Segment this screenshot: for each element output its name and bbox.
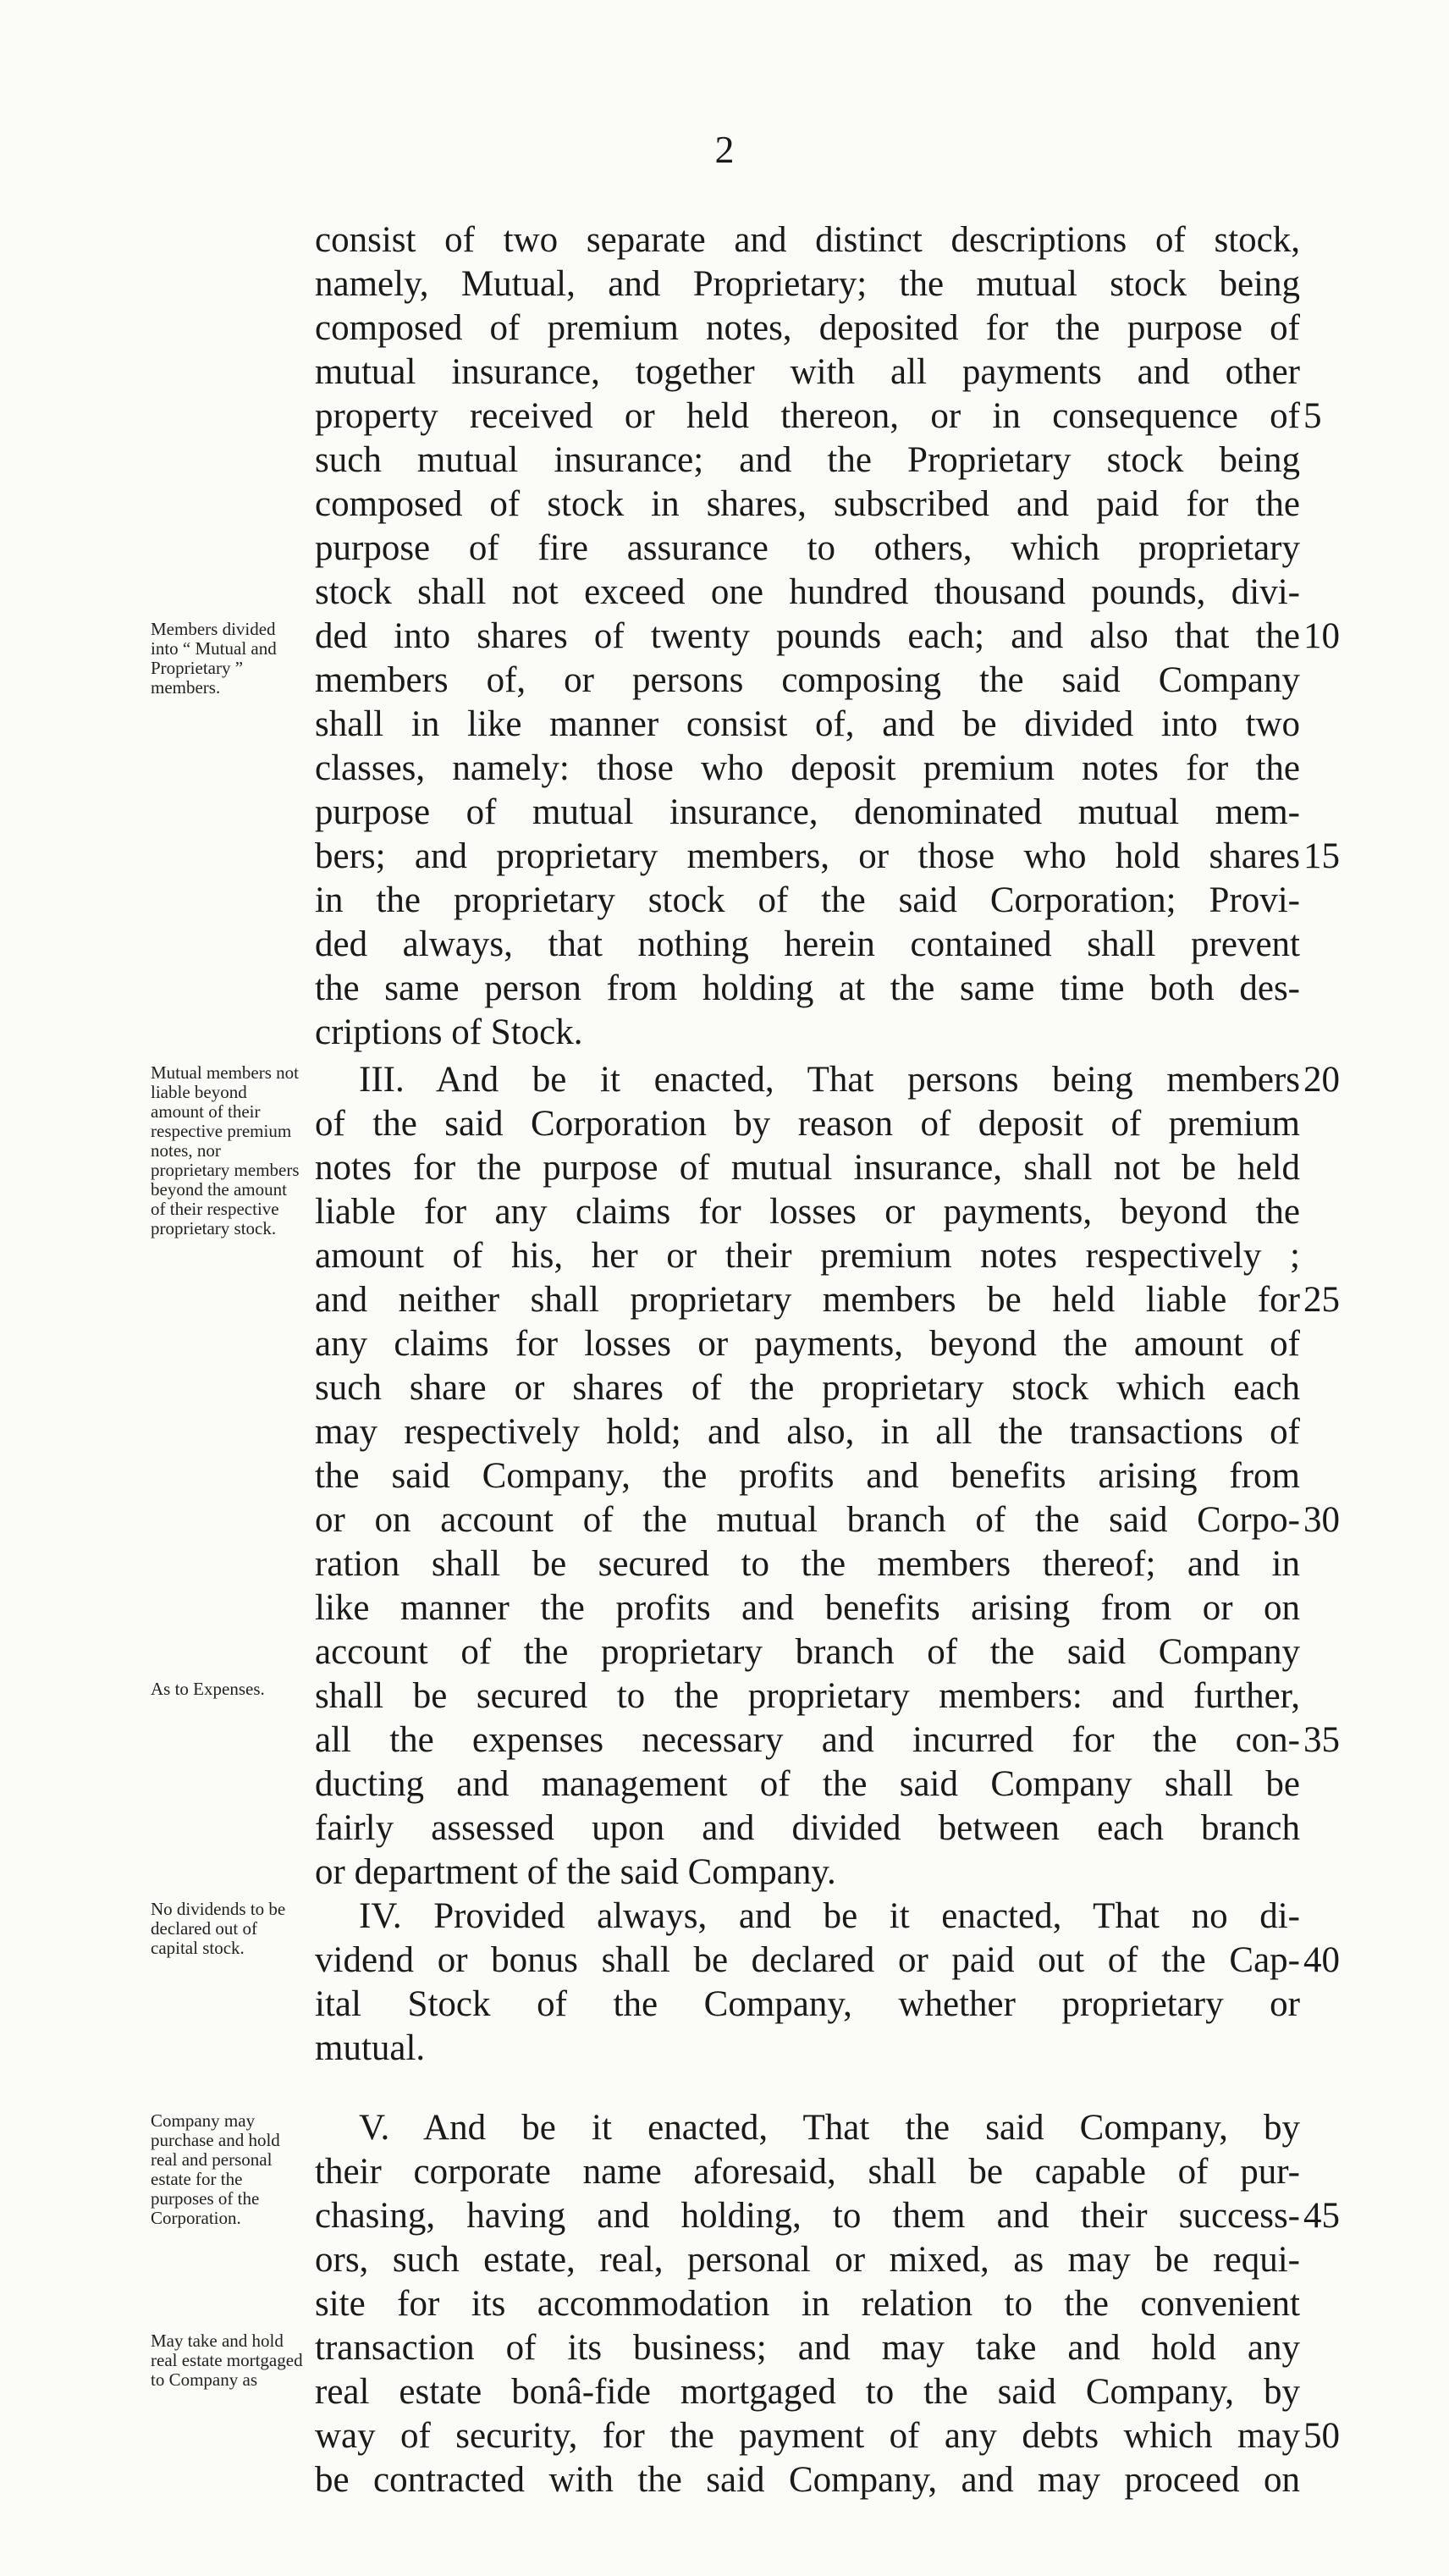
body-text-line: bers; and proprietary members, or those who hold shares — [315, 836, 1300, 876]
body-text-line: IV. Provided always, and be it enacted, That no di- — [359, 1896, 1300, 1936]
body-text-line: like manner the profits and benefits arising from or on — [315, 1588, 1300, 1628]
body-text-line: members of, or persons composing the said Company — [315, 660, 1300, 700]
margin-note: Company may purchase and hold real and personal estate for the purposes of the Corporation. — [151, 2110, 280, 2228]
body-text-line: stock shall not exceed one hundred thousand pounds, divi- — [315, 572, 1300, 612]
body-text-line: namely, Mutual, and Proprietary; the mutual stock being — [315, 264, 1300, 304]
line-number: 10 — [1303, 616, 1340, 656]
body-text-line: vidend or bonus shall be declared or paid out of the Cap- — [315, 1940, 1300, 1980]
body-text-line: of the said Corporation by reason of deposit of premium — [315, 1104, 1300, 1144]
page-number: 2 — [714, 128, 735, 171]
body-text-line: and neither shall proprietary members be held liable for — [315, 1280, 1300, 1320]
body-text-line: any claims for losses or payments, beyond the amount of — [315, 1324, 1300, 1364]
body-text-line: may respectively hold; and also, in all the transactions of — [315, 1412, 1300, 1452]
body-text-line: ded always, that nothing herein contained shall prevent — [315, 924, 1300, 964]
body-text-line: or department of the said Company. — [315, 1852, 836, 1892]
body-text-line: real estate bonâ-fide mortgaged to the said Company, by — [315, 2372, 1300, 2412]
body-text-line: ducting and management of the said Company shall be — [315, 1764, 1300, 1804]
body-text-line: shall be secured to the proprietary members: and further, — [315, 1676, 1300, 1716]
body-text-line: property received or held thereon, or in consequence of — [315, 396, 1300, 436]
margin-note: As to Expenses. — [151, 1679, 265, 1699]
margin-note: May take and hold real estate mortgaged to Company as — [151, 2331, 303, 2390]
body-text-line: ration shall be secured to the members thereof; and in — [315, 1544, 1300, 1584]
body-text-line: mutual. — [315, 2028, 426, 2068]
body-text-line: their corporate name aforesaid, shall be capable of pur- — [315, 2152, 1300, 2192]
line-number: 25 — [1303, 1280, 1340, 1320]
body-text-line: way of security, for the payment of any debts which may — [315, 2416, 1300, 2456]
body-text-line: or on account of the mutual branch of the said Corpo- — [315, 1500, 1300, 1540]
line-number: 5 — [1303, 396, 1322, 436]
margin-note: Mutual members not liable beyond amount of their respective premium notes, nor proprietary members beyond the amount of their respective proprietary stock. — [151, 1062, 300, 1238]
body-text-line: be contracted with the said Company, and may proceed on — [315, 2460, 1300, 2500]
body-text-line: amount of his, her or their premium notes respectively ; — [315, 1236, 1300, 1276]
body-text-line: ded into shares of twenty pounds each; and also that the — [315, 616, 1300, 656]
body-text-line: III. And be it enacted, That persons being members — [359, 1060, 1300, 1100]
body-text-line: ors, such estate, real, personal or mixed, as may be requi- — [315, 2240, 1300, 2280]
body-text-line: such share or shares of the proprietary stock which each — [315, 1368, 1300, 1408]
body-text-line: classes, namely: those who deposit premium notes for the — [315, 748, 1300, 788]
body-text-line: notes for the purpose of mutual insurance, shall not be held — [315, 1148, 1300, 1188]
line-number: 35 — [1303, 1720, 1340, 1760]
margin-note: No dividends to be declared out of capital stock. — [151, 1899, 286, 1958]
body-text-line: all the expenses necessary and incurred for the con- — [315, 1720, 1300, 1760]
body-text-line: purpose of mutual insurance, denominated mutual mem- — [315, 792, 1300, 832]
body-text-line: fairly assessed upon and divided between each branch — [315, 1808, 1300, 1848]
body-text-line: composed of stock in shares, subscribed and paid for the — [315, 484, 1300, 524]
body-text-line: transaction of its business; and may take and hold any — [315, 2328, 1300, 2368]
body-text-line: the said Company, the profits and benefits arising from — [315, 1456, 1300, 1496]
body-text-line: criptions of Stock. — [315, 1012, 583, 1052]
body-text-line: chasing, having and holding, to them and their success- — [315, 2196, 1300, 2236]
body-text-line: mutual insurance, together with all payments and other — [315, 352, 1300, 392]
body-text-line: V. And be it enacted, That the said Company, by — [359, 2108, 1300, 2148]
body-text-line: such mutual insurance; and the Proprietary stock being — [315, 440, 1300, 480]
body-text-line: ital Stock of the Company, whether proprietary or — [315, 1984, 1300, 2024]
body-text-line: in the proprietary stock of the said Corporation; Provi- — [315, 880, 1300, 920]
body-text-line: liable for any claims for losses or payments, beyond the — [315, 1192, 1300, 1232]
body-text-line: the same person from holding at the same time both des- — [315, 968, 1300, 1008]
line-number: 50 — [1303, 2416, 1340, 2456]
line-number: 40 — [1303, 1940, 1340, 1980]
body-text-line: shall in like manner consist of, and be divided into two — [315, 704, 1300, 744]
body-text-line: site for its accommodation in relation to the convenient — [315, 2284, 1300, 2324]
line-number: 20 — [1303, 1060, 1340, 1100]
body-text-line: account of the proprietary branch of the said Company — [315, 1632, 1300, 1672]
line-number: 15 — [1303, 836, 1340, 876]
margin-note: Members divided into “ Mutual and Proprietary ” members. — [151, 619, 277, 698]
body-text-line: purpose of fire assurance to others, which proprietary — [315, 528, 1300, 568]
line-number: 45 — [1303, 2196, 1340, 2236]
body-text-line: consist of two separate and distinct descriptions of stock, — [315, 220, 1300, 260]
line-number: 30 — [1303, 1500, 1340, 1540]
body-text-line: composed of premium notes, deposited for the purpose of — [315, 308, 1300, 348]
